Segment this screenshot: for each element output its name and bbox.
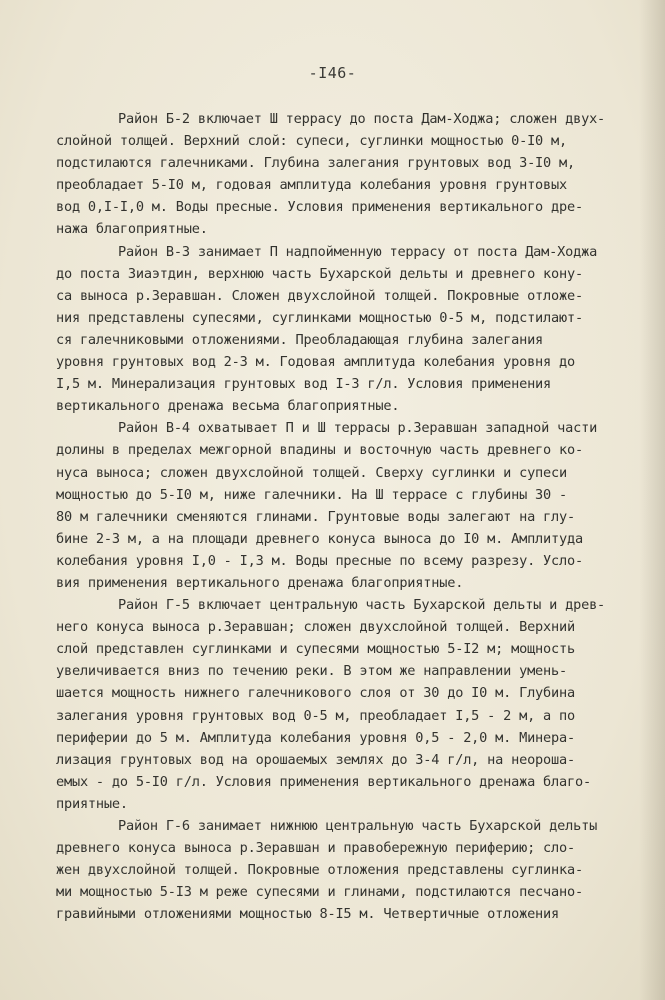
text-line: долины в пределах межгорной впадины и восточную часть древнего ко- <box>56 442 583 459</box>
text-line: са выноса р.Зеравшан. Сложен двухслойной толщей. Покровные отложе- <box>56 287 583 304</box>
text-line: емых - до 5-I0 г/л. Условия применения вертикального дренажа благо- <box>56 773 591 790</box>
text-line: до поста Зиаэтдин, верхнюю часть Бухарской дельты и древнего кону- <box>56 265 583 282</box>
text-line: ся галечниковыми отложениями. Преобладающая глубина залегания <box>56 331 544 348</box>
text-line: подстилаются галечниками. Глубина залегания грунтовых вод 3-I0 м, <box>56 155 575 172</box>
text-line: 80 м галечники сменяются глинами. Грунтовые воды залегают на глу- <box>56 508 575 525</box>
text-line: колебания уровня I,0 - I,3 м. Воды пресные по всему разрезу. Усло- <box>56 552 583 569</box>
text-line: гравийными отложениями мощностью 8-I5 м. Четвертичные отложения <box>56 906 560 923</box>
paragraph-first-line: Район В-3 занимает П надпойменную террасу от поста Дам-Ходжа <box>118 243 598 260</box>
text-line: жен двухслойной толщей. Покровные отложения представлены суглинка- <box>56 862 583 879</box>
text-line: нуса выноса; сложен двухслойной толщей. Сверху суглинки и супеси <box>56 464 567 481</box>
text-line: ния представлены супесями, суглинками мощностью 0-5 м, подстилают- <box>56 309 583 326</box>
text-line: слой представлен суглинками и супесями мощностью 5-I2 м; мощность <box>56 641 575 658</box>
text-line: I,5 м. Минерализация грунтовых вод I-3 г/л. Условия применения <box>56 376 552 393</box>
text-line: вия применения вертикального дренажа благоприятные. <box>56 574 464 591</box>
text-line: мощностью до 5-I0 м, ниже галечники. На Ш террасе с глубины 30 - <box>56 486 567 503</box>
text-line: него конуса выноса р.Зеравшан; сложен двухслойной толщей. Верхний <box>56 619 575 636</box>
paragraph-first-line: Район В-4 охватывает П и Ш террасы р.Зеравшан западной части <box>118 420 598 437</box>
text-line: залегания уровня грунтовых вод 0-5 м, преобладает I,5 - 2 м, а по <box>56 707 575 724</box>
text-line: лизация грунтовых вод на орошаемых землях до 3-4 г/л, на неороша- <box>56 751 575 768</box>
text-line: периферии до 5 м. Амплитуда колебания уровня 0,5 - 2,0 м. Минера- <box>56 729 575 746</box>
paragraph-first-line: Район Г-5 включает центральную часть Бухарской дельты и древ- <box>118 597 606 614</box>
text-line: уровня грунтовых вод 2-3 м. Годовая амплитуда колебания уровня до <box>56 354 575 371</box>
paragraph-first-line: Район Б-2 включает Ш террасу до поста Дам-Ходжа; сложен двух- <box>118 111 606 127</box>
text-line: бине 2-3 м, а на площади древнего конуса выноса до I0 м. Амплитуда <box>56 530 583 547</box>
text-line: увеличивается вниз по течению реки. В этом же направлении умень- <box>56 663 567 680</box>
text-line: нажа благоприятные. <box>56 221 208 238</box>
text-line: вертикального дренажа весьма благоприятные. <box>56 398 400 415</box>
text-line: приятные. <box>56 795 128 812</box>
paragraph-first-line: Район Г-6 занимает нижнюю центральную часть Бухарской дельты <box>118 818 598 834</box>
text-line: преобладает 5-I0 м, годовая амплитуда колебания уровня грунтовых <box>56 177 567 194</box>
body-text <box>56 108 660 925</box>
text-line: древнего конуса выноса р.Зеравшан и правобережную периферию; сло- <box>56 840 575 857</box>
text-line: шается мощность нижнего галечникового слоя от 30 до I0 м. Глубина <box>56 685 575 702</box>
page-number: -I46- <box>308 64 357 82</box>
text-line: слойной толщей. Верхний слой: супеси, суглинки мощностью 0-I0 м, <box>56 133 567 150</box>
text-line: вод 0,I-I,0 м. Воды пресные. Условия применения вертикального дре- <box>56 199 583 216</box>
text-line: ми мощностью 5-I3 м реже супесями и глинами, подстилаются песчано- <box>56 884 583 901</box>
